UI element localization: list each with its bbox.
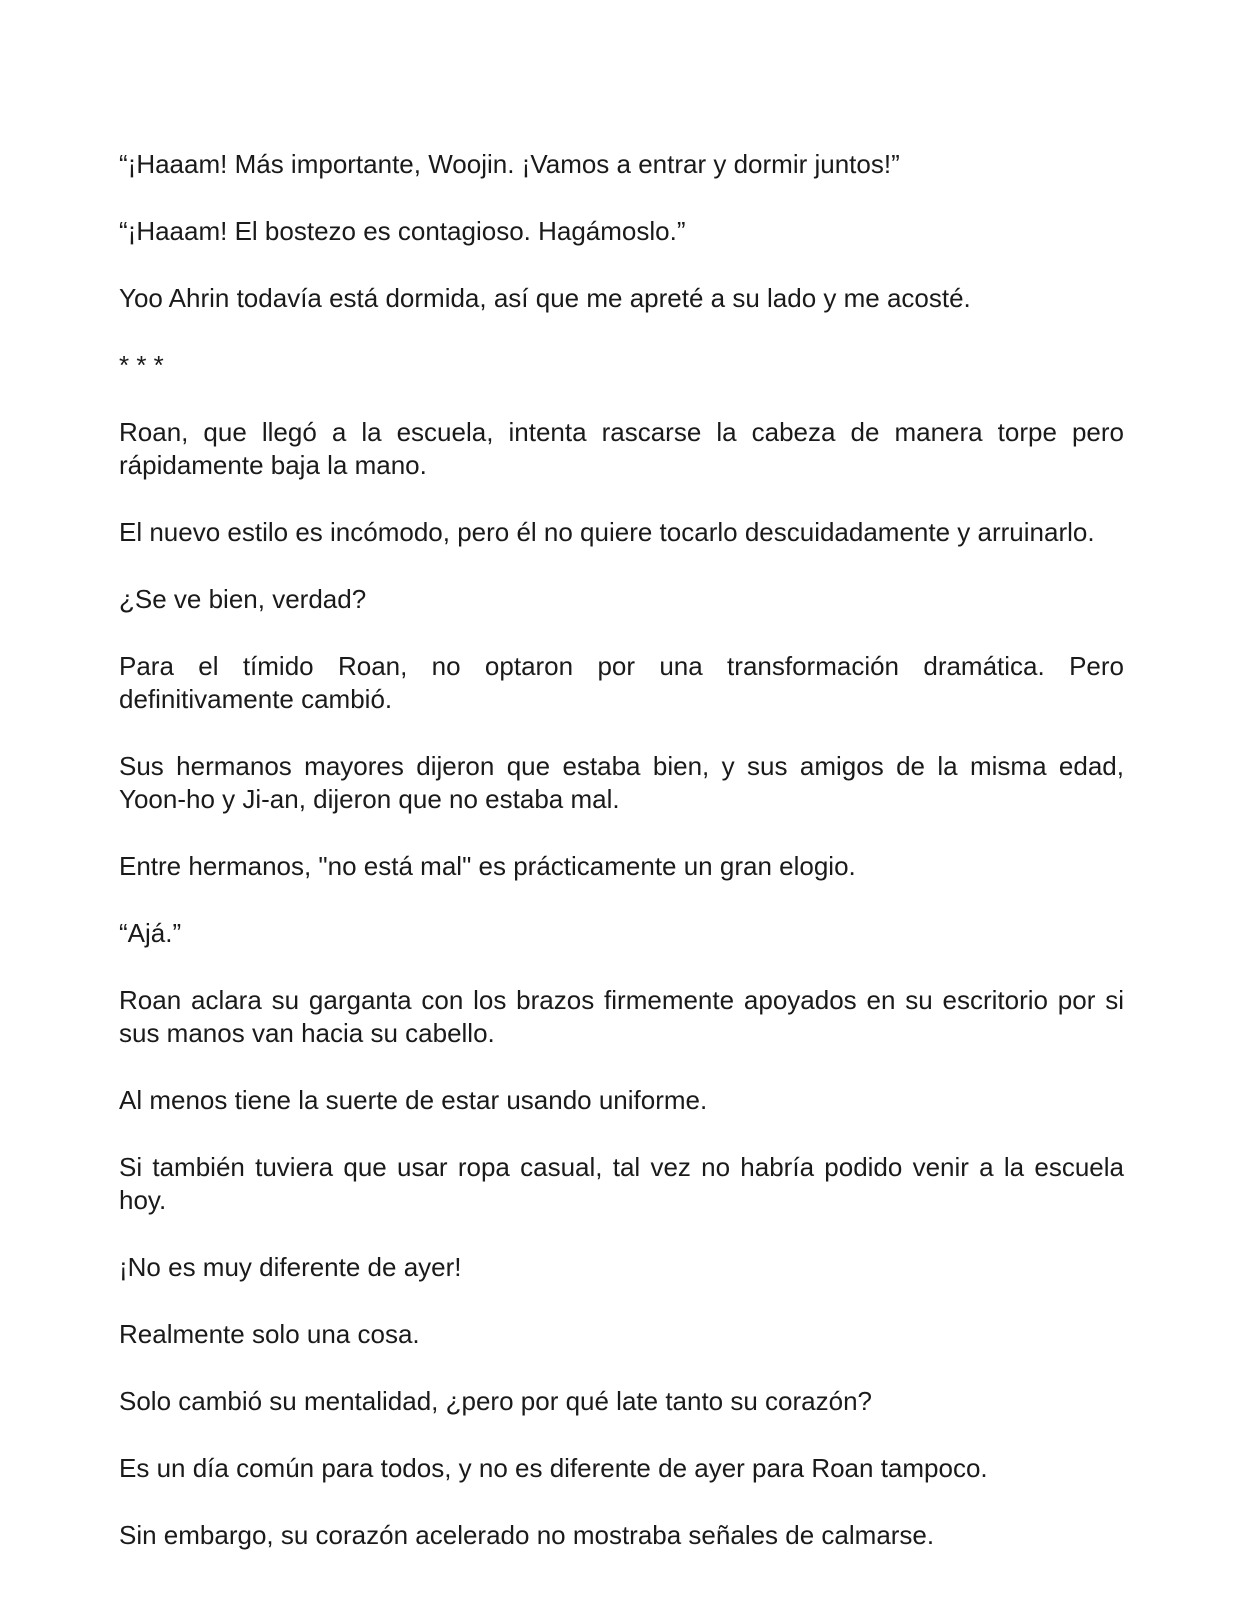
narrative-paragraph: Si también tuviera que usar ropa casual, tal vez no habría podido venir a la escuela hoy.	[119, 1152, 1124, 1215]
narrative-paragraph: Entre hermanos, "no está mal" es prácticamente un gran elogio.	[119, 851, 856, 881]
dialogue-paragraph: “¡Haaam! Más importante, Woojin. ¡Vamos a entrar y dormir juntos!”	[119, 149, 900, 179]
narrative-paragraph: Sin embargo, su corazón acelerado no mostraba señales de calmarse.	[119, 1520, 935, 1550]
document-body	[119, 148, 1124, 1586]
narrative-paragraph: Roan, que llegó a la escuela, intenta rascarse la cabeza de manera torpe pero rápidamente baja la mano.	[119, 417, 1124, 480]
narrative-paragraph: Sus hermanos mayores dijeron que estaba bien, y sus amigos de la misma edad, Yoon-ho y Ji-an, dijeron que no estaba mal.	[119, 751, 1124, 814]
scene-break: * * *	[119, 350, 164, 380]
narrative-paragraph: ¡No es muy diferente de ayer!	[119, 1252, 462, 1282]
narrative-paragraph: Roan aclara su garganta con los brazos firmemente apoyados en su escritorio por si sus manos van hacia su cabello.	[119, 985, 1124, 1048]
narrative-paragraph: Para el tímido Roan, no optaron por una transformación dramática. Pero definitivamente cambió.	[119, 651, 1124, 714]
narrative-paragraph: ¿Se ve bien, verdad?	[119, 584, 367, 614]
narrative-paragraph: El nuevo estilo es incómodo, pero él no quiere tocarlo descuidadamente y arruinarlo.	[119, 517, 1095, 547]
dialogue-paragraph: “¡Haaam! El bostezo es contagioso. Hagámoslo.”	[119, 216, 686, 246]
narrative-paragraph: Es un día común para todos, y no es diferente de ayer para Roan tampoco.	[119, 1453, 988, 1483]
dialogue-paragraph: “Ajá.”	[119, 918, 182, 948]
narrative-paragraph: Al menos tiene la suerte de estar usando uniforme.	[119, 1085, 708, 1115]
narrative-paragraph: Realmente solo una cosa.	[119, 1319, 420, 1349]
narrative-paragraph: Solo cambió su mentalidad, ¿pero por qué late tanto su corazón?	[119, 1386, 873, 1416]
narrative-paragraph: Yoo Ahrin todavía está dormida, así que me apreté a su lado y me acosté.	[119, 283, 971, 313]
